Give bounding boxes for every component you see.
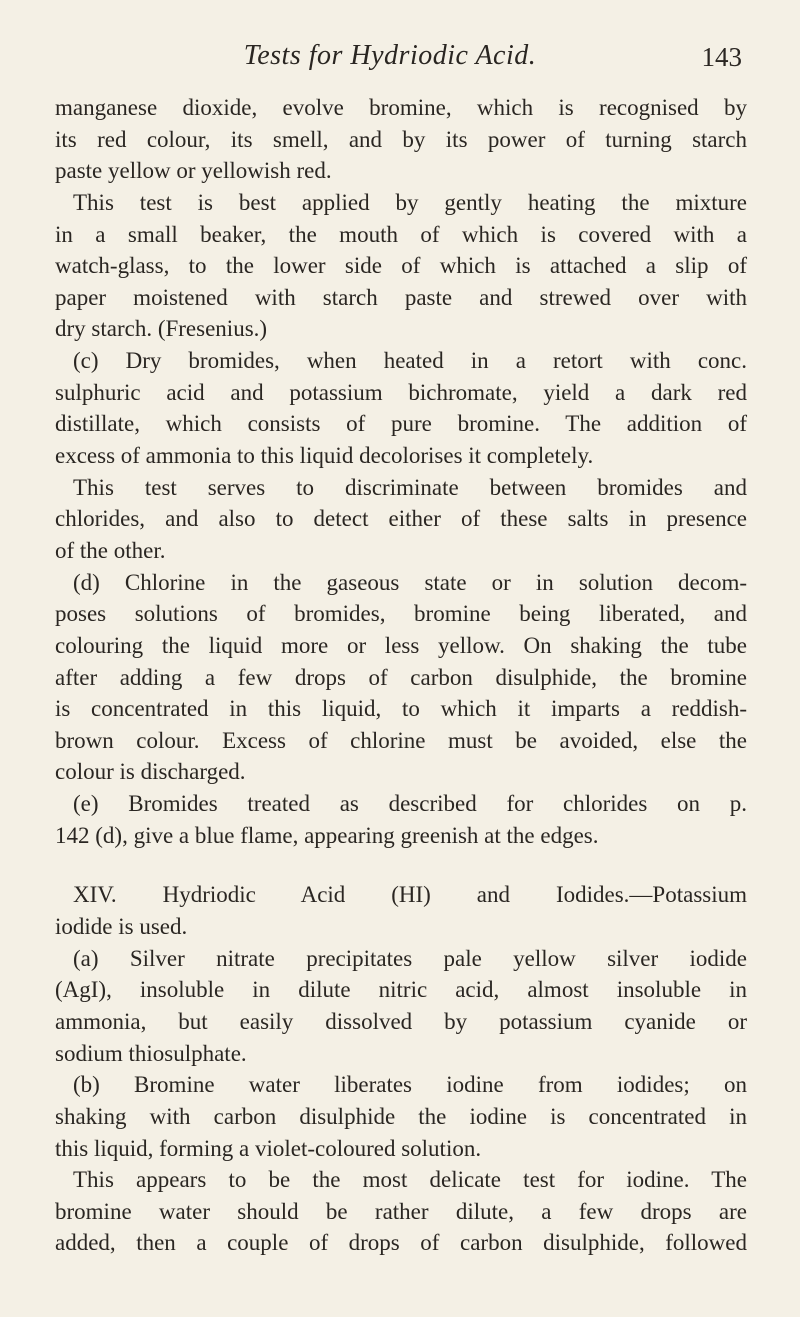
paragraph-heating-test (55, 187, 747, 345)
text-line: (AgI), insoluble in dilute nitric acid, almost insoluble in (55, 977, 747, 1003)
section-heading-hydriodic-acid (55, 879, 747, 942)
text-line: colouring the liquid more or less yellow. On shaking the tube (55, 632, 747, 658)
text-line: dry starch. (Fresenius.) (55, 316, 268, 342)
paragraph-discriminate (55, 472, 747, 567)
section-gap (55, 851, 747, 879)
text-line: iodide is used. (55, 914, 188, 940)
text-line: 142 (d), give a blue flame, appearing greenish at the edges. (55, 822, 599, 848)
page-number: 143 (701, 42, 742, 72)
text-line: distillate, which consists of pure bromine. The addition of (55, 411, 747, 437)
paragraph-iodide-test-b (55, 1069, 747, 1164)
text-line: chlorides, and also to detect either of these salts in presence (55, 506, 747, 532)
text-line: watch-glass, to the lower side of which is attached a slip of (55, 253, 747, 279)
text-line: after adding a few drops of carbon disulphide, the bromine (55, 664, 747, 690)
body-text (55, 92, 747, 1259)
text-line: shaking with carbon disulphide the iodine is concentrated in (55, 1103, 747, 1129)
text-line: This test serves to discriminate between bromides and (73, 474, 747, 500)
text-line: (b) Bromine water liberates iodine from iodides; on (73, 1072, 747, 1098)
text-line: paper moistened with starch paste and strewed over with (55, 284, 747, 310)
text-line: sulphuric acid and potassium bichromate, yield a dark red (55, 379, 747, 405)
text-line: (d) Chlorine in the gaseous state or in solution decom- (73, 569, 747, 595)
running-title: Tests for Hydriodic Acid. (243, 40, 537, 71)
text-line: poses solutions of bromides, bromine being liberated, and (55, 601, 747, 627)
text-line: paste yellow or yellowish red. (55, 158, 332, 184)
text-line: sodium thiosulphate. (55, 1040, 247, 1066)
text-line: in a small beaker, the mouth of which is covered with a (55, 221, 747, 247)
paragraph-bromine-recognition (55, 92, 747, 187)
text-line: its red colour, its smell, and by its power of turning starch (55, 126, 747, 152)
paragraph-delicate-test (55, 1164, 747, 1259)
text-line: bromine water should be rather dilute, a few drops are (55, 1198, 747, 1224)
text-line: (a) Silver nitrate precipitates pale yellow silver iodide (73, 945, 747, 971)
section-heading-line: XIV. Hydriodic Acid (HI) and Iodides.—Potassium (73, 882, 747, 908)
text-line: This appears to be the most delicate test for iodine. The (73, 1167, 747, 1193)
text-line: excess of ammonia to this liquid decolorises it completely. (55, 443, 594, 469)
text-line: ammonia, but easily dissolved by potassium cyanide or (55, 1008, 747, 1034)
text-line: (c) Dry bromides, when heated in a retort with conc. (73, 348, 747, 374)
paragraph-test-d (55, 567, 747, 788)
text-line: brown colour. Excess of chlorine must be avoided, else the (55, 727, 747, 753)
paragraph-iodide-test-a (55, 943, 747, 1070)
text-line: colour is discharged. (55, 759, 246, 785)
text-line: this liquid, forming a violet-coloured solution. (55, 1135, 482, 1161)
paragraph-test-e (55, 788, 747, 851)
text-line: of the other. (55, 537, 166, 563)
text-line: added, then a couple of drops of carbon disulphide, followed (55, 1230, 747, 1256)
text-line: (e) Bromides treated as described for chlorides on p. (73, 791, 747, 817)
text-line: manganese dioxide, evolve bromine, which is recognised by (55, 95, 747, 120)
paragraph-test-c (55, 345, 747, 472)
text-line: is concentrated in this liquid, to which it imparts a reddish- (55, 696, 747, 722)
page-header (0, 40, 800, 80)
text-line: This test is best applied by gently heating the mixture (73, 189, 747, 215)
